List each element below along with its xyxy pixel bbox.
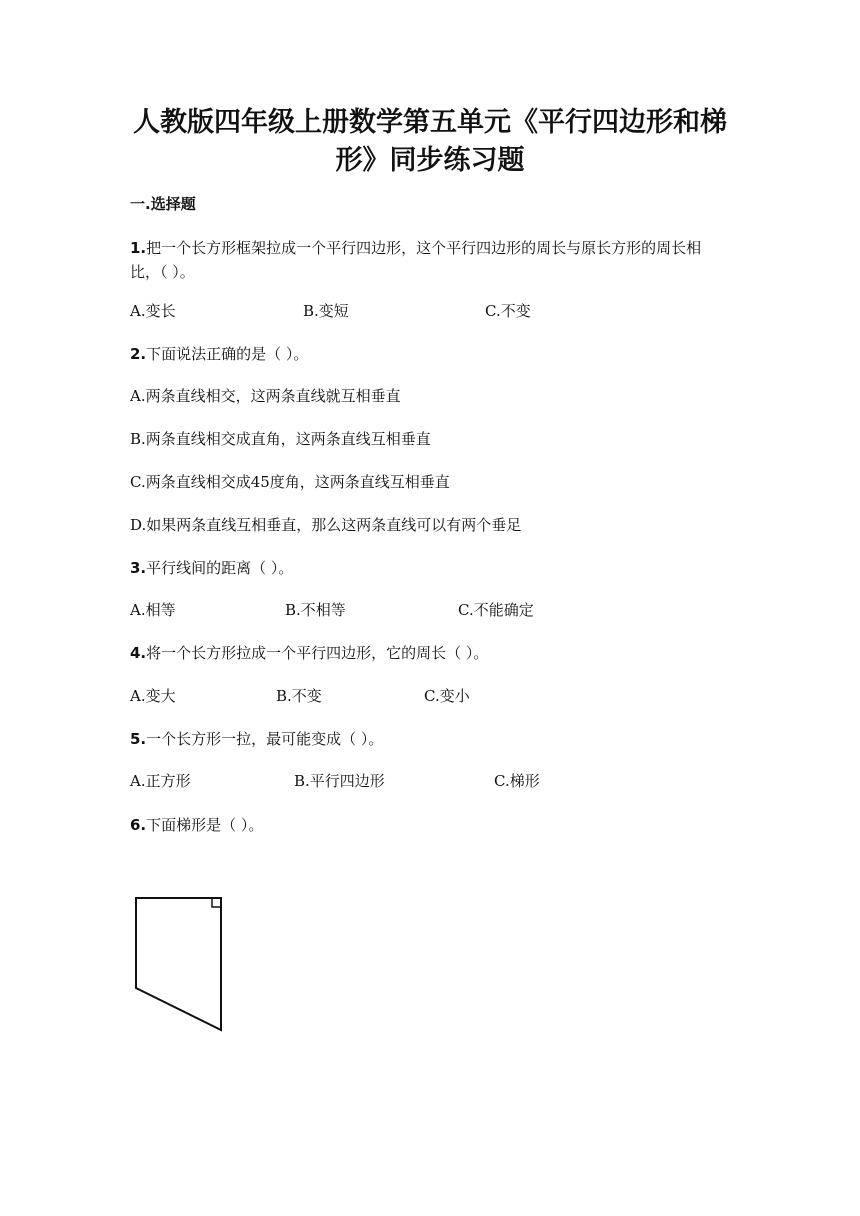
option-5a: A.正方形 xyxy=(130,772,191,790)
option-5c: C.梯形 xyxy=(494,772,540,790)
trapezoid-shape xyxy=(136,898,221,1030)
option-1c: C.不变 xyxy=(485,302,531,320)
option-1a: A.变长 xyxy=(130,302,176,320)
option-2a: A.两条直线相交，这两条直线就互相垂直 xyxy=(130,387,401,405)
question-number: 6. xyxy=(130,816,147,834)
question-1 xyxy=(130,236,730,284)
question-number: 4. xyxy=(130,644,147,662)
question-3 xyxy=(130,556,730,580)
trapezoid-figure xyxy=(130,892,230,1037)
question-2 xyxy=(130,342,730,366)
question-text: 将一个长方形拉成一个平行四边形，它的周长（ ）。 xyxy=(146,644,489,662)
option-1b: B.变短 xyxy=(303,302,349,320)
question-text: 下面说法正确的是（ ）。 xyxy=(146,345,309,363)
question-text: 把一个长方形框架拉成一个平行四边形，这个平行四边形的周长与原长方形的周长相比，（ ）。 xyxy=(130,239,702,281)
question-text: 一个长方形一拉，最可能变成（ ）。 xyxy=(146,730,384,748)
question-4 xyxy=(130,641,730,665)
option-3c: C.不能确定 xyxy=(458,601,534,619)
option-3b: B.不相等 xyxy=(285,601,346,619)
option-4b: B.不变 xyxy=(276,687,322,705)
option-4a: A.变大 xyxy=(130,687,176,705)
question-text: 平行线间的距离（ ）。 xyxy=(146,559,294,577)
question-number: 2. xyxy=(130,345,147,363)
option-2b: B.两条直线相交成直角，这两条直线互相垂直 xyxy=(130,430,431,448)
question-6 xyxy=(130,813,730,837)
option-2c: C.两条直线相交成45度角，这两条直线互相垂直 xyxy=(130,473,450,491)
section-heading: 一.选择题 xyxy=(130,195,196,213)
option-4c: C.变小 xyxy=(424,687,470,705)
question-5 xyxy=(130,727,730,751)
right-angle-marker xyxy=(212,898,221,907)
question-number: 5. xyxy=(130,730,147,748)
title-line-2: 形》同步练习题 xyxy=(335,145,525,176)
option-5b: B.平行四边形 xyxy=(294,772,385,790)
option-3a: A.相等 xyxy=(130,601,176,619)
option-2d: D.如果两条直线互相垂直，那么这两条直线可以有两个垂足 xyxy=(130,516,522,534)
question-text: 下面梯形是（ ）。 xyxy=(146,816,264,834)
page-title xyxy=(130,104,730,180)
title-line-1: 人教版四年级上册数学第五单元《平行四边形和梯 xyxy=(133,107,727,138)
question-number: 1. xyxy=(130,239,147,257)
question-number: 3. xyxy=(130,559,147,577)
